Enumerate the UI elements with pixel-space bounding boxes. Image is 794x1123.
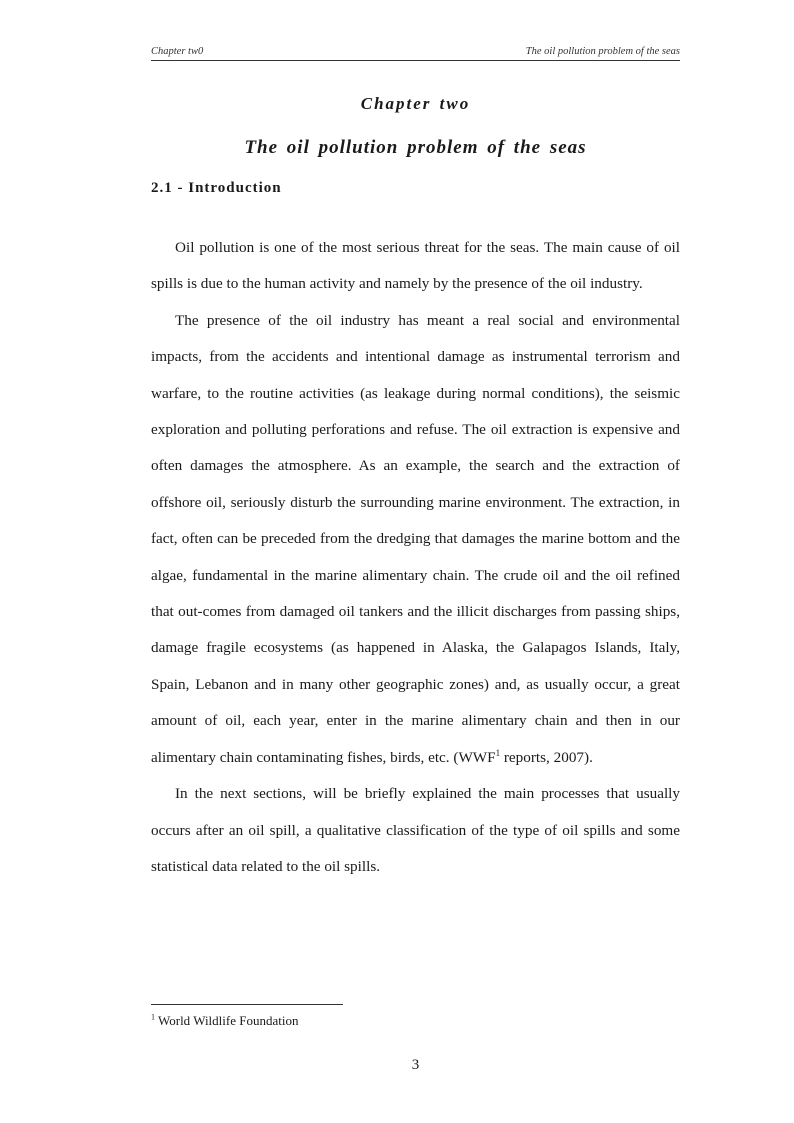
paragraph-2-tail: reports, 2007). <box>500 748 593 766</box>
footnote-reference: 1 <box>495 747 501 758</box>
chapter-title: Chapter two <box>360 94 471 113</box>
chapter-subtitle: The oil pollution problem of the seas <box>244 137 587 158</box>
footnote-marker: 1 <box>151 1012 155 1022</box>
header-chapter-label: Chapter tw0 <box>151 46 204 57</box>
paragraph-2 <box>151 303 680 776</box>
header-chapter-title: The oil pollution problem of the seas <box>525 46 680 57</box>
footnote-divider <box>151 1004 343 1005</box>
body-text <box>151 230 680 885</box>
page-number: 3 <box>411 1057 420 1073</box>
running-header <box>151 46 680 61</box>
footnote <box>151 1013 298 1029</box>
paragraph-2-text: The presence of the oil industry has meant a real social and environmental impacts, from the accidents and intentional damage as instrumental terrorism and warfare, to the routine activities (as leakage during normal conditions), the seismic exploration and polluting perforations and refuse. The oil extraction is expensive and often damages the atmosphere. As an example, the search and the extraction of offshore oil, seriously disturb the surrounding marine environment. The extraction, in fact, often can be preceded from the dredging that damages the marine bottom and the algae, fundamental in the marine alimentary chain. The crude oil and the oil refined that out-comes from damaged oil tankers and the illicit discharges from passing ships, damage fragile ecosystems (as happened in Alaska, the Galapagos Islands, Italy, Spain, Lebanon and in many other geographic zones) and, as usually occur, a great amount of oil, each year, enter in the marine alimentary chain and then in our alimentary chain contaminating fishes, birds, etc. (WWF <box>151 311 680 766</box>
footnote-text: World Wildlife Foundation <box>158 1013 299 1028</box>
paragraph-3: In the next sections, will be briefly explained the main processes that usually occurs after an oil spill, a qualitative classification of the type of oil spills and some statistical data related to the oil spills. <box>151 785 680 875</box>
paragraph-1: Oil pollution is one of the most serious threat for the seas. The main cause of oil spills is due to the human activity and namely by the presence of the oil industry. <box>151 239 680 293</box>
section-heading: 2.1 - Introduction <box>151 180 282 196</box>
